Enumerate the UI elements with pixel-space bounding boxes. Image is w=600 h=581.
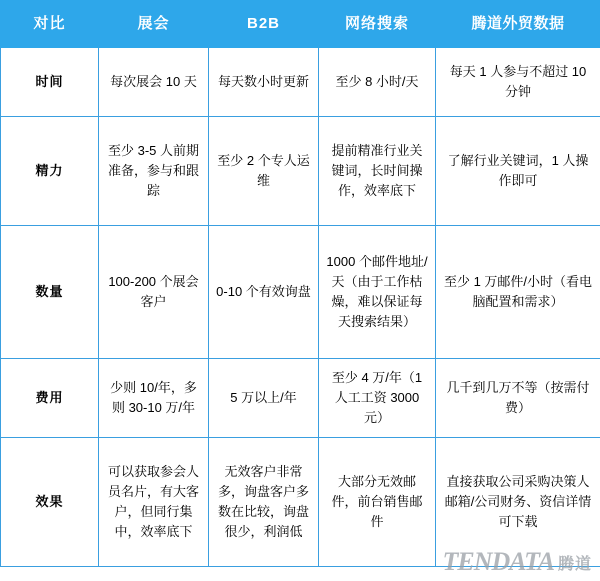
- cell-time-tendata: 每天 1 人参与不超过 10 分钟: [436, 48, 600, 117]
- cell-effort-exhibition: 至少 3-5 人前期准备，参与和跟踪: [99, 117, 209, 226]
- cell-cost-b2b: 5 万以上/年: [209, 359, 319, 438]
- table-row: [1, 359, 600, 438]
- row-label-cost: 费用: [1, 359, 99, 438]
- table-row: [1, 117, 600, 226]
- cell-effort-tendata: 了解行业关键词，1 人操作即可: [436, 117, 600, 226]
- column-header-compare: 对比: [1, 1, 99, 48]
- cell-cost-tendata: 几千到几万不等（按需付费）: [436, 359, 600, 438]
- cell-effect-tendata: 直接获取公司采购决策人邮箱/公司财务、资信详情可下载: [436, 438, 600, 567]
- row-label-effort: 精力: [1, 117, 99, 226]
- cell-quantity-tendata: 至少 1 万邮件/小时（看电脑配置和需求）: [436, 226, 600, 359]
- table-row: [1, 48, 600, 117]
- cell-time-b2b: 每天数小时更新: [209, 48, 319, 117]
- cell-effort-web-search: 提前精准行业关键词，长时间操作，效率底下: [319, 117, 436, 226]
- row-label-time: 时间: [1, 48, 99, 117]
- cell-time-web-search: 至少 8 小时/天: [319, 48, 436, 117]
- column-header-web-search: 网络搜索: [319, 1, 436, 48]
- cell-cost-web-search: 至少 4 万/年（1 人工工资 3000 元）: [319, 359, 436, 438]
- cell-effect-b2b: 无效客户非常多，询盘客户多数在比较，询盘很少，利润低: [209, 438, 319, 567]
- column-header-b2b: B2B: [209, 1, 319, 48]
- cell-quantity-web-search: 1000 个邮件地址/天（由于工作枯燥，难以保证每天搜索结果）: [319, 226, 436, 359]
- row-label-effect: 效果: [1, 438, 99, 567]
- cell-effect-web-search: 大部分无效邮件，前台销售邮件: [319, 438, 436, 567]
- table-row: [1, 226, 600, 359]
- column-header-tendata: 腾道外贸数据: [436, 1, 600, 48]
- tendata-logo-name: 腾道: [557, 555, 592, 573]
- cell-effect-exhibition: 可以获取参会人员名片，有大客户，但同行集中，效率底下: [99, 438, 209, 567]
- row-label-quantity: 数量: [1, 226, 99, 359]
- cell-effort-b2b: 至少 2 个专人运维: [209, 117, 319, 226]
- tendata-logo-text: TENDATA: [442, 547, 554, 576]
- cell-quantity-b2b: 0-10 个有效询盘: [209, 226, 319, 359]
- cell-cost-exhibition: 少则 10/年，多则 30-10 万/年: [99, 359, 209, 438]
- table-header-row: [1, 1, 600, 48]
- table-row: [1, 438, 600, 567]
- cell-time-exhibition: 每次展会 10 天: [99, 48, 209, 117]
- cell-quantity-exhibition: 100-200 个展会客户: [99, 226, 209, 359]
- column-header-exhibition: 展会: [99, 1, 209, 48]
